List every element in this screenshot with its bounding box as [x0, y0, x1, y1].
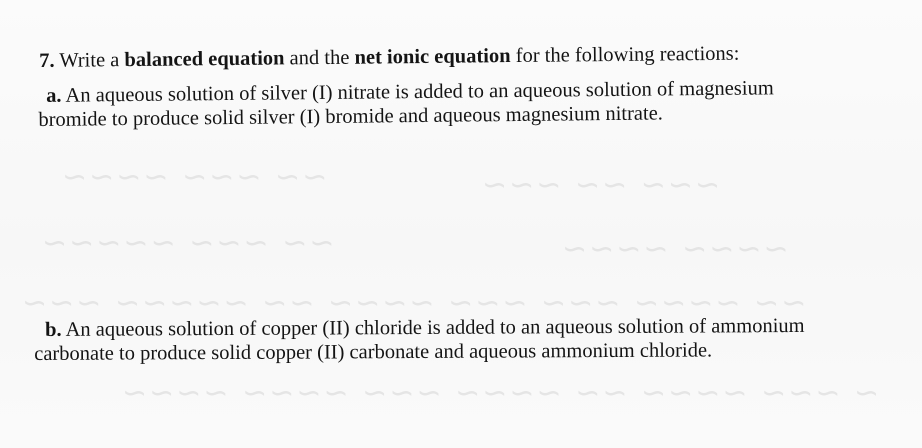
bleed-through-mark: ~~ ~~~ ~~~~ — [60, 160, 328, 195]
bold-net-ionic-equation: net ionic equation — [354, 45, 511, 69]
bleed-through-mark: ~~~ ~~ ~~~ — [480, 168, 721, 203]
part-b — [34, 314, 805, 366]
bleed-through-mark: ~ ~~~ ~~~~ ~~ ~~~~ ~~~ ~~~~ ~~~~ — [120, 376, 880, 411]
part-b-line-2: carbonate to produce solid copper (II) carbonate and aqueous ammonium chloride. — [34, 339, 713, 365]
part-b-line-1-text: An aqueous solution of copper (II) chloride is added to an aqueous solution of ammonium — [61, 314, 805, 341]
question-mid-text: and the — [284, 46, 355, 70]
question-number: 7. — [39, 49, 55, 72]
part-b-label: b. — [45, 318, 62, 341]
bleed-through-mark: ~~ ~~~~ ~~~ ~~~ ~~~~ ~~ ~~~~~ ~~~ — [20, 286, 807, 321]
bold-balanced-equation: balanced equation — [124, 47, 285, 72]
part-a-line-1-text: An aqueous solution of silver (I) nitrate is added to an aqueous solution of magnesium — [61, 77, 774, 107]
question-lead-text: Write a — [54, 49, 125, 72]
question-7-prompt — [39, 41, 740, 74]
part-a-line-2: bromide to produce solid silver (I) bromide and aqueous magnesium nitrate. — [38, 102, 663, 131]
bleed-through-mark: ~~ ~~~ ~~~~~ — [40, 226, 335, 261]
bleed-through-mark: ~~~~ ~~~~ — [560, 232, 789, 267]
part-a — [38, 76, 774, 132]
question-tail-text: for the following reactions: — [510, 42, 740, 68]
part-a-label: a. — [46, 84, 62, 107]
